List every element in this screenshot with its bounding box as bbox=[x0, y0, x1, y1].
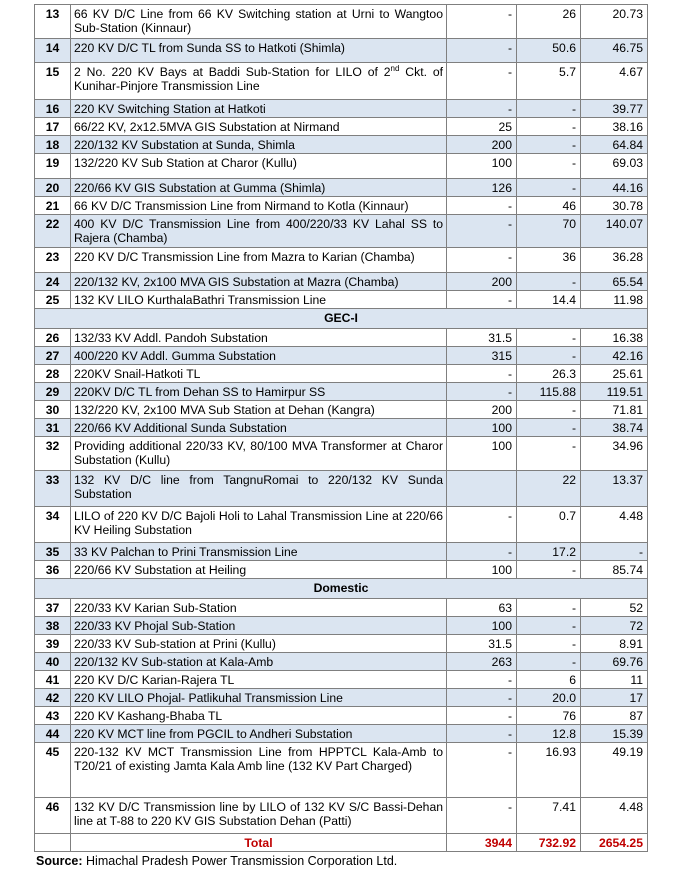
table-row bbox=[35, 561, 648, 579]
project-description-cell: 220 KV Kashang-Bhaba TL bbox=[71, 707, 447, 725]
table-row bbox=[35, 689, 648, 707]
project-description-cell: 220 KV LILO Phojal- Patlikuhal Transmission Line bbox=[71, 689, 447, 707]
cost-value-cell: 72 bbox=[581, 617, 648, 635]
cost-value-cell: 34.96 bbox=[581, 437, 648, 471]
length-value-cell: - bbox=[517, 347, 581, 365]
length-value-cell: - bbox=[517, 401, 581, 419]
table-row bbox=[35, 437, 648, 471]
cost-value-cell: 85.74 bbox=[581, 561, 648, 579]
cost-value-cell: 69.76 bbox=[581, 653, 648, 671]
length-value-cell: - bbox=[517, 136, 581, 154]
total-capacity: 3944 bbox=[447, 834, 517, 852]
serial-number-cell: 40 bbox=[35, 653, 71, 671]
cost-value-cell: 4.48 bbox=[581, 798, 648, 834]
capacity-value-cell: - bbox=[447, 383, 517, 401]
capacity-value-cell: - bbox=[447, 798, 517, 834]
length-value-cell: 6 bbox=[517, 671, 581, 689]
serial-number-cell: 33 bbox=[35, 471, 71, 507]
table-row bbox=[35, 471, 648, 507]
table-row bbox=[35, 347, 648, 365]
length-value-cell: 20.0 bbox=[517, 689, 581, 707]
serial-number-cell: 34 bbox=[35, 507, 71, 543]
project-description-cell: 66 KV D/C Line from 66 KV Switching station at Urni to Wangtoo Sub-Station (Kinnaur) bbox=[71, 5, 447, 39]
project-description-cell: 220/132 KV Sub-station at Kala-Amb bbox=[71, 653, 447, 671]
capacity-value-cell: 100 bbox=[447, 437, 517, 471]
project-description-cell: 66 KV D/C Transmission Line from Nirmand to Kotla (Kinnaur) bbox=[71, 197, 447, 215]
table-row bbox=[35, 671, 648, 689]
length-value-cell: - bbox=[517, 100, 581, 118]
cost-value-cell: 44.16 bbox=[581, 179, 648, 197]
project-description-cell: Providing additional 220/33 KV, 80/100 MVA Transformer at Charor Substation (Kullu) bbox=[71, 437, 447, 471]
length-value-cell: 12.8 bbox=[517, 725, 581, 743]
length-value-cell: 14.4 bbox=[517, 291, 581, 309]
serial-number-cell: 26 bbox=[35, 329, 71, 347]
length-value-cell: - bbox=[517, 653, 581, 671]
capacity-value-cell: - bbox=[447, 543, 517, 561]
total-label: Total bbox=[71, 834, 447, 852]
project-description-cell: 220/33 KV Karian Sub-Station bbox=[71, 599, 447, 617]
cost-value-cell: 17 bbox=[581, 689, 648, 707]
table-row bbox=[35, 39, 648, 63]
project-description-cell: 220/33 KV Phojal Sub-Station bbox=[71, 617, 447, 635]
cost-value-cell: 52 bbox=[581, 599, 648, 617]
cost-value-cell: 25.61 bbox=[581, 365, 648, 383]
table-row bbox=[35, 365, 648, 383]
cost-value-cell: 119.51 bbox=[581, 383, 648, 401]
project-description-cell: 220/66 KV Substation at Heiling bbox=[71, 561, 447, 579]
capacity-value-cell: - bbox=[447, 63, 517, 100]
cost-value-cell: 4.67 bbox=[581, 63, 648, 100]
project-description-cell: 132 KV D/C line from TangnuRomai to 220/132 KV Sunda Substation bbox=[71, 471, 447, 507]
ordinal-suffix: nd bbox=[390, 63, 400, 73]
cost-value-cell: 49.19 bbox=[581, 743, 648, 798]
cost-value-cell: 46.75 bbox=[581, 39, 648, 63]
project-description-cell: 400 KV D/C Transmission Line from 400/220/33 KV Lahal SS to Rajera (Chamba) bbox=[71, 215, 447, 248]
section-label: GEC-I bbox=[35, 309, 648, 329]
capacity-value-cell: 263 bbox=[447, 653, 517, 671]
cost-value-cell: 39.77 bbox=[581, 100, 648, 118]
serial-number-cell: 22 bbox=[35, 215, 71, 248]
table-row bbox=[35, 118, 648, 136]
serial-number-cell: 46 bbox=[35, 798, 71, 834]
cost-value-cell: 30.78 bbox=[581, 197, 648, 215]
serial-number-cell: 23 bbox=[35, 248, 71, 273]
cost-value-cell: 87 bbox=[581, 707, 648, 725]
capacity-value-cell: 31.5 bbox=[447, 635, 517, 653]
table-row bbox=[35, 798, 648, 834]
total-blank-cell bbox=[35, 834, 71, 852]
project-description-cell: 220/132 KV Substation at Sunda, Shimla bbox=[71, 136, 447, 154]
length-value-cell: 17.2 bbox=[517, 543, 581, 561]
table-row bbox=[35, 179, 648, 197]
project-description-cell: 220 KV D/C Karian-Rajera TL bbox=[71, 671, 447, 689]
serial-number-cell: 29 bbox=[35, 383, 71, 401]
table-row bbox=[35, 653, 648, 671]
cost-value-cell: 36.28 bbox=[581, 248, 648, 273]
project-description-cell: 66/22 KV, 2x12.5MVA GIS Substation at Nirmand bbox=[71, 118, 447, 136]
serial-number-cell: 19 bbox=[35, 154, 71, 179]
serial-number-cell: 14 bbox=[35, 39, 71, 63]
length-value-cell: - bbox=[517, 635, 581, 653]
table-row bbox=[35, 136, 648, 154]
cost-value-cell: 71.81 bbox=[581, 401, 648, 419]
project-description-cell: 220 KV MCT line from PGCIL to Andheri Substation bbox=[71, 725, 447, 743]
project-description-cell: 220/66 KV GIS Substation at Gumma (Shimla) bbox=[71, 179, 447, 197]
serial-number-cell: 35 bbox=[35, 543, 71, 561]
project-description-cell: 220KV Snail-Hatkoti TL bbox=[71, 365, 447, 383]
projects-table-container bbox=[34, 4, 647, 868]
capacity-value-cell: 126 bbox=[447, 179, 517, 197]
length-value-cell: 26 bbox=[517, 5, 581, 39]
capacity-value-cell: 200 bbox=[447, 136, 517, 154]
length-value-cell: - bbox=[517, 599, 581, 617]
serial-number-cell: 27 bbox=[35, 347, 71, 365]
length-value-cell: 22 bbox=[517, 471, 581, 507]
length-value-cell: 46 bbox=[517, 197, 581, 215]
capacity-value-cell: - bbox=[447, 743, 517, 798]
table-row bbox=[35, 215, 648, 248]
cost-value-cell: 13.37 bbox=[581, 471, 648, 507]
project-description-cell: 132/220 KV, 2x100 MVA Sub Station at Dehan (Kangra) bbox=[71, 401, 447, 419]
capacity-value-cell: 100 bbox=[447, 154, 517, 179]
cost-value-cell: 11 bbox=[581, 671, 648, 689]
length-value-cell: - bbox=[517, 329, 581, 347]
capacity-value-cell: - bbox=[447, 197, 517, 215]
project-description-cell: 220 KV D/C Transmission Line from Mazra to Karian (Chamba) bbox=[71, 248, 447, 273]
table-row bbox=[35, 401, 648, 419]
table-row bbox=[35, 599, 648, 617]
capacity-value-cell: - bbox=[447, 689, 517, 707]
capacity-value-cell: 31.5 bbox=[447, 329, 517, 347]
total-cost: 2654.25 bbox=[581, 834, 648, 852]
project-description-cell: 132/33 KV Addl. Pandoh Substation bbox=[71, 329, 447, 347]
section-header-row bbox=[35, 579, 648, 599]
capacity-value-cell: - bbox=[447, 5, 517, 39]
serial-number-cell: 45 bbox=[35, 743, 71, 798]
serial-number-cell: 41 bbox=[35, 671, 71, 689]
table-row bbox=[35, 63, 648, 100]
section-header-row bbox=[35, 309, 648, 329]
cost-value-cell: 20.73 bbox=[581, 5, 648, 39]
length-value-cell: 16.93 bbox=[517, 743, 581, 798]
table-row bbox=[35, 543, 648, 561]
table-row bbox=[35, 197, 648, 215]
section-label: Domestic bbox=[35, 579, 648, 599]
cost-value-cell: 4.48 bbox=[581, 507, 648, 543]
capacity-value-cell: - bbox=[447, 248, 517, 273]
table-row bbox=[35, 507, 648, 543]
length-value-cell: 7.41 bbox=[517, 798, 581, 834]
serial-number-cell: 38 bbox=[35, 617, 71, 635]
project-description-cell: 33 KV Palchan to Prini Transmission Line bbox=[71, 543, 447, 561]
capacity-value-cell: 63 bbox=[447, 599, 517, 617]
transmission-projects-table bbox=[34, 4, 648, 852]
length-value-cell: 50.6 bbox=[517, 39, 581, 63]
project-description-cell: 400/220 KV Addl. Gumma Substation bbox=[71, 347, 447, 365]
table-row bbox=[35, 154, 648, 179]
source-text: Himachal Pradesh Power Transmission Corporation Ltd. bbox=[86, 854, 398, 868]
table-row bbox=[35, 707, 648, 725]
length-value-cell: - bbox=[517, 118, 581, 136]
serial-number-cell: 18 bbox=[35, 136, 71, 154]
cost-value-cell: 64.84 bbox=[581, 136, 648, 154]
length-value-cell: - bbox=[517, 179, 581, 197]
project-description-cell: 220 KV Switching Station at Hatkoti bbox=[71, 100, 447, 118]
serial-number-cell: 44 bbox=[35, 725, 71, 743]
table-row bbox=[35, 419, 648, 437]
length-value-cell: - bbox=[517, 437, 581, 471]
project-description-cell: 132/220 KV Sub Station at Charor (Kullu) bbox=[71, 154, 447, 179]
capacity-value-cell: 100 bbox=[447, 561, 517, 579]
serial-number-cell: 25 bbox=[35, 291, 71, 309]
length-value-cell: - bbox=[517, 561, 581, 579]
serial-number-cell: 24 bbox=[35, 273, 71, 291]
capacity-value-cell: - bbox=[447, 671, 517, 689]
length-value-cell: 76 bbox=[517, 707, 581, 725]
cost-value-cell: 15.39 bbox=[581, 725, 648, 743]
length-value-cell: 70 bbox=[517, 215, 581, 248]
project-description-cell: 220/33 KV Sub-station at Prini (Kullu) bbox=[71, 635, 447, 653]
serial-number-cell: 43 bbox=[35, 707, 71, 725]
length-value-cell: - bbox=[517, 273, 581, 291]
project-description-cell: 220KV D/C TL from Dehan SS to Hamirpur SS bbox=[71, 383, 447, 401]
project-description-cell: 220/132 KV, 2x100 MVA GIS Substation at Mazra (Chamba) bbox=[71, 273, 447, 291]
length-value-cell: 26.3 bbox=[517, 365, 581, 383]
length-value-cell: - bbox=[517, 154, 581, 179]
cost-value-cell: 42.16 bbox=[581, 347, 648, 365]
capacity-value-cell: - bbox=[447, 39, 517, 63]
serial-number-cell: 36 bbox=[35, 561, 71, 579]
capacity-value-cell: - bbox=[447, 725, 517, 743]
source-label: Source: bbox=[36, 854, 83, 868]
table-row bbox=[35, 635, 648, 653]
serial-number-cell: 31 bbox=[35, 419, 71, 437]
source-note bbox=[36, 854, 647, 868]
capacity-value-cell: 200 bbox=[447, 273, 517, 291]
capacity-value-cell: 200 bbox=[447, 401, 517, 419]
serial-number-cell: 15 bbox=[35, 63, 71, 100]
cost-value-cell: - bbox=[581, 543, 648, 561]
capacity-value-cell: - bbox=[447, 707, 517, 725]
table-row bbox=[35, 291, 648, 309]
cost-value-cell: 11.98 bbox=[581, 291, 648, 309]
capacity-value-cell: 315 bbox=[447, 347, 517, 365]
serial-number-cell: 13 bbox=[35, 5, 71, 39]
cost-value-cell: 38.74 bbox=[581, 419, 648, 437]
project-description-cell: 220-132 KV MCT Transmission Line from HPPTCL Kala-Amb to T20/21 of existing Jamta Kala Amb line (132 KV Part Charged) bbox=[71, 743, 447, 798]
serial-number-cell: 32 bbox=[35, 437, 71, 471]
cost-value-cell: 8.91 bbox=[581, 635, 648, 653]
capacity-value-cell: - bbox=[447, 507, 517, 543]
capacity-value-cell: 100 bbox=[447, 419, 517, 437]
serial-number-cell: 30 bbox=[35, 401, 71, 419]
serial-number-cell: 37 bbox=[35, 599, 71, 617]
project-description-cell: 220 KV D/C TL from Sunda SS to Hatkoti (Shimla) bbox=[71, 39, 447, 63]
table-row bbox=[35, 5, 648, 39]
cost-value-cell: 69.03 bbox=[581, 154, 648, 179]
table-row bbox=[35, 100, 648, 118]
project-description-cell: 132 KV LILO KurthalaBathri Transmission Line bbox=[71, 291, 447, 309]
length-value-cell: 0.7 bbox=[517, 507, 581, 543]
length-value-cell: 115.88 bbox=[517, 383, 581, 401]
table-row bbox=[35, 743, 648, 798]
capacity-value-cell: - bbox=[447, 365, 517, 383]
table-row bbox=[35, 383, 648, 401]
cost-value-cell: 140.07 bbox=[581, 215, 648, 248]
serial-number-cell: 39 bbox=[35, 635, 71, 653]
cost-value-cell: 65.54 bbox=[581, 273, 648, 291]
project-description-cell: LILO of 220 KV D/C Bajoli Holi to Lahal Transmission Line at 220/66 KV Heiling Substation bbox=[71, 507, 447, 543]
table-row bbox=[35, 248, 648, 273]
capacity-value-cell bbox=[447, 471, 517, 507]
serial-number-cell: 28 bbox=[35, 365, 71, 383]
length-value-cell: 5.7 bbox=[517, 63, 581, 100]
serial-number-cell: 42 bbox=[35, 689, 71, 707]
serial-number-cell: 16 bbox=[35, 100, 71, 118]
capacity-value-cell: - bbox=[447, 291, 517, 309]
capacity-value-cell: - bbox=[447, 100, 517, 118]
length-value-cell: - bbox=[517, 419, 581, 437]
table-row bbox=[35, 617, 648, 635]
total-length: 732.92 bbox=[517, 834, 581, 852]
capacity-value-cell: 100 bbox=[447, 617, 517, 635]
cost-value-cell: 38.16 bbox=[581, 118, 648, 136]
serial-number-cell: 21 bbox=[35, 197, 71, 215]
serial-number-cell: 20 bbox=[35, 179, 71, 197]
table-row bbox=[35, 273, 648, 291]
length-value-cell: 36 bbox=[517, 248, 581, 273]
project-description-cell: 2 No. 220 KV Bays at Baddi Sub-Station for LILO of 2nd Ckt. of Kunihar-Pinjore Transmission Line bbox=[71, 63, 447, 100]
cost-value-cell: 16.38 bbox=[581, 329, 648, 347]
length-value-cell: - bbox=[517, 617, 581, 635]
table-row bbox=[35, 725, 648, 743]
capacity-value-cell: - bbox=[447, 215, 517, 248]
serial-number-cell: 17 bbox=[35, 118, 71, 136]
project-description-cell: 132 KV D/C Transmission line by LILO of 132 KV S/C Bassi-Dehan line at T-88 to 220 KV GIS Substation Dehan (Patti) bbox=[71, 798, 447, 834]
project-description-cell: 220/66 KV Additional Sunda Substation bbox=[71, 419, 447, 437]
capacity-value-cell: 25 bbox=[447, 118, 517, 136]
total-row bbox=[35, 834, 648, 852]
table-row bbox=[35, 329, 648, 347]
